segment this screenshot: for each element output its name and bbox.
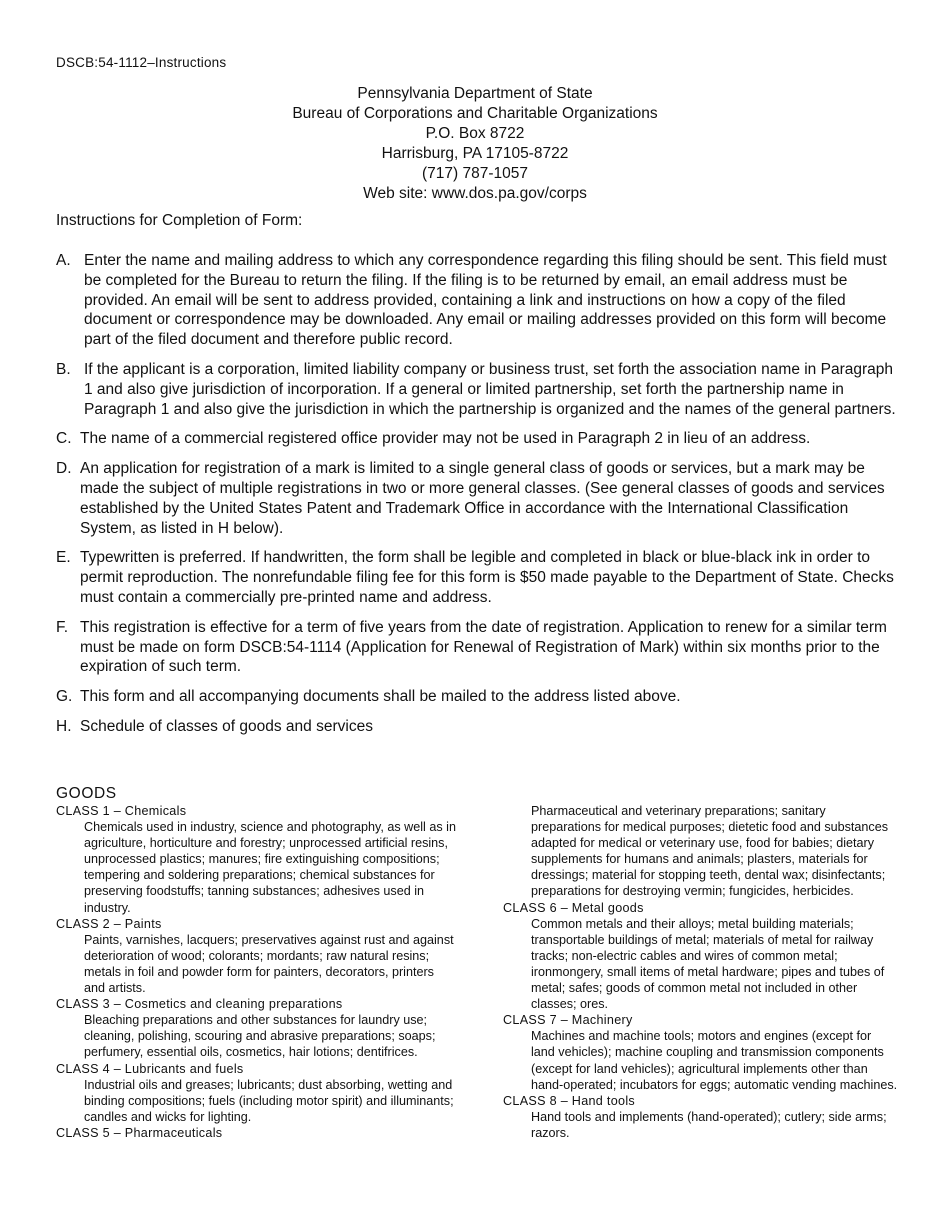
form-identifier: DSCB:54-1112–Instructions	[56, 55, 227, 70]
class-heading: CLASS 6 – Metal goods	[503, 900, 644, 915]
bureau-name: Bureau of Corporations and Charitable Organizations	[292, 105, 658, 122]
instruction-label: E.	[56, 549, 71, 567]
instruction-label: F.	[56, 618, 69, 636]
instruction-label: A.	[56, 252, 71, 269]
class-description: Common metals and their alloys; metal building materials; transportable buildings of metal; materials of metal for railway tracks; non-electric cables and wires of common metal; ironmongery, small items of metal hardware; pipes and tubes of metal; safes; goods of common metal not included in other classes; ores.	[531, 916, 885, 1012]
department-name: Pennsylvania Department of State	[357, 85, 593, 102]
class-heading: CLASS 4 – Lubricants and fuels	[56, 1061, 244, 1076]
instruction-item-b	[56, 360, 901, 419]
class-heading: CLASS 3 – Cosmetics and cleaning preparations	[56, 997, 343, 1012]
agency-header	[0, 84, 950, 204]
class-description: Industrial oils and greases; lubricants; dust absorbing, wetting and binding compositions; fuels (including motor spirit) and illuminants; candles and wicks for lighting.	[84, 1077, 454, 1124]
class-heading: CLASS 7 – Machinery	[503, 1013, 633, 1028]
instruction-item-c	[56, 429, 901, 449]
instruction-text: This form and all accompanying documents shall be mailed to the address listed above.	[80, 688, 681, 706]
class-heading: CLASS 2 – Paints	[56, 916, 162, 931]
instruction-label: H.	[56, 717, 72, 735]
instruction-label: C.	[56, 430, 72, 448]
instruction-item-e	[56, 548, 901, 607]
instruction-text: The name of a commercial registered office provider may not be used in Paragraph 2 in lieu of an address.	[80, 430, 811, 448]
instruction-label: D.	[56, 460, 72, 478]
website: Web site: www.dos.pa.gov/corps	[363, 185, 587, 202]
class-heading: CLASS 8 – Hand tools	[503, 1093, 636, 1108]
instructions-list	[56, 251, 901, 747]
instruction-label: B.	[56, 360, 71, 378]
class-description: Paints, varnishes, lacquers; preservatives against rust and against deterioration of wood; colorants; mordants; raw natural resins; metals in foil and powder form for painters, decorators, printers and artists.	[84, 932, 454, 996]
instruction-text: This registration is effective for a term of five years from the date of registration. Application to renew for a similar term must be made on form DSCB:54-1114 (Application for Renewal of Registration of Mark) within six months prior to the expiration of such term.	[80, 618, 887, 676]
class-description: Pharmaceutical and veterinary preparations; sanitary preparations for medical purposes; dietetic food and substances adapted for medical or veterinary use, food for babies; dietary supplements for humans and animals; plasters, materials for dressings; material for stopping teeth, dental wax; disinfectants; preparations for destroying vermin; fungicides, herbicides.	[531, 804, 889, 899]
po-box: P.O. Box 8722	[425, 125, 525, 142]
instructions-title: Instructions for Completion of Form:	[56, 212, 303, 229]
instruction-item-g	[56, 687, 901, 707]
instruction-item-d	[56, 459, 901, 538]
instruction-text: If the applicant is a corporation, limited liability company or business trust, set forth the association name in Paragraph 1 and also give jurisdiction of incorporation. If a general or limited partnership, set forth the partnership name in Paragraph 1 and also give the jurisdiction in which the partnership is organized and the names of the general partners.	[84, 360, 896, 418]
class-description: Bleaching preparations and other substances for laundry use; cleaning, polishing, scouring and abrasive preparations; soaps; perfumery, essential oils, cosmetics, hair lotions; dentifrices.	[84, 1013, 436, 1060]
instruction-item-h	[56, 717, 901, 737]
instruction-text: Schedule of classes of goods and services	[80, 717, 373, 735]
city-state-zip: Harrisburg, PA 17105-8722	[381, 145, 569, 162]
instruction-text: An application for registration of a mark is limited to a single general class of goods or services, but a mark may be made the subject of multiple registrations in two or more general classes. (See general classes of goods and services established by the United States Patent and Trademark Office in accordance with the International Classification System, as listed in H below).	[80, 460, 885, 537]
instruction-text: Typewritten is preferred. If handwritten, the form shall be legible and completed in black or blue-black ink in order to permit reproduction. The nonrefundable filing fee for this form is $50 made payable to the Department of State. Checks must contain a commercially pre-printed name and address.	[80, 549, 894, 606]
instruction-item-f	[56, 618, 901, 677]
instruction-item-a	[56, 251, 901, 350]
goods-column-left	[56, 803, 456, 1141]
class-heading: CLASS 1 – Chemicals	[56, 804, 187, 818]
goods-column-right	[503, 803, 898, 1141]
class-description: Machines and machine tools; motors and engines (except for land vehicles); machine coupling and transmission components (except for land vehicles); agricultural implements other than hand-operated; incubators for eggs; automatic vending machines.	[531, 1029, 898, 1092]
goods-heading: GOODS	[56, 785, 117, 802]
phone-number: (717) 787-1057	[422, 165, 528, 182]
instruction-text: Enter the name and mailing address to which any correspondence regarding this filing should be sent. This field must be completed for the Bureau to return the filing. If the filing is to be returned by email, an email address must be provided. An email will be sent to address provided, containing a link and instructions on how a copy of the filed document or correspondence may be downloaded. Any email or mailing addresses provided on this form will become part of the filed document and therefore public record.	[84, 252, 887, 349]
class-description: Chemicals used in industry, science and photography, as well as in agriculture, horticulture and forestry; unprocessed artificial resins, unprocessed plastics; manures; fire extinguishing compositions; tempering and soldering preparations; chemical substances for preserving foodstuffs; tanning substances; adhesives used in industry.	[84, 820, 456, 915]
class-heading: CLASS 5 – Pharmaceuticals	[56, 1125, 223, 1140]
instruction-label: G.	[56, 688, 73, 706]
class-description: Hand tools and implements (hand-operated); cutlery; side arms; razors.	[531, 1109, 887, 1140]
